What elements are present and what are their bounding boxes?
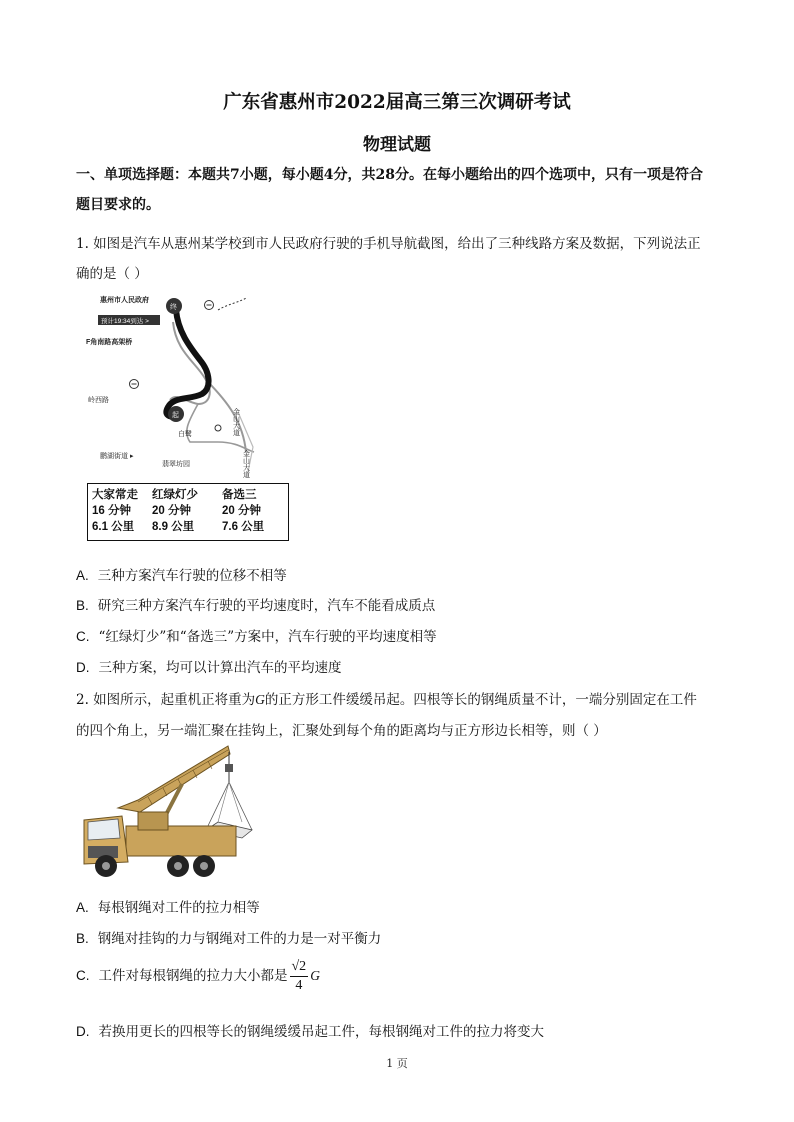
map-label-destination: 惠州市人民政府 [100,297,149,304]
q2-stem-variable: G [255,692,265,707]
q2-option-c [76,958,320,995]
route-name: 红绿灯少 [152,489,198,501]
fraction [290,958,309,995]
q2-stem-line1 [76,688,697,708]
crane-truck-figure [78,742,254,882]
option-text: 三种方案，均可以计算出汽车的平均速度 [98,660,342,676]
q2-stem-part-a: 2. 如图所示，起重机正将重为 [76,692,256,708]
destination-marker-label: 终 [170,304,177,311]
option-text: “红绿灯少”和“备选三”方案中，汽车行驶的平均速度相等 [98,629,437,645]
route-name: 备选三 [222,489,257,501]
boom-edge [138,750,228,802]
q2-stem-part-b: 的正方形工件缓缓吊起。四根等长的钢绳质量不计，一端分别固定在工件 [264,692,697,708]
crane-cab [138,812,168,830]
exam-subtitle: 物理试题 [363,135,431,155]
start-marker-label: 起 [172,412,179,419]
map-road [187,404,254,452]
option-letter: B. [76,931,89,946]
exam-title: 广东省惠州市2022届高三第三次调研考试 [223,92,571,113]
fraction-denominator: 4 [295,978,303,993]
option-letter: C. [76,629,90,644]
route-time: 20 分钟 [152,505,191,517]
option-letter: D. [76,660,90,675]
q2-option-b [76,927,381,947]
section-heading [76,160,718,220]
map-label-bridge: F角南路高架桥 [86,339,133,346]
option-letter: C. [76,968,90,983]
option-text: 每根钢绳对工件的拉力相等 [97,900,260,916]
poi-icon [215,425,221,431]
q2-option-d [76,1020,544,1040]
eta-text: 预计19:34到达 > [101,318,149,325]
route-option [92,487,138,535]
map-label-school: 白鹭 [178,431,192,438]
route-distance: 8.9 公里 [152,521,195,533]
q1-stem-line1: 1. 如图是汽车从惠州某学校到市人民政府行驶的手机导航截图，给出了三种线路方案及数据，下列说法正 [76,236,701,252]
map-label-avenue1: 金山大道 [232,408,240,436]
steel-rope [229,782,252,830]
option-text: 三种方案汽车行驶的位移不相等 [97,568,287,584]
option-letter: B. [76,598,89,613]
route-distance: 7.6 公里 [222,521,265,533]
option-text: 研究三种方案汽车行驶的平均速度时，汽车不能看成质点 [97,598,436,614]
q1-option-a [76,564,287,584]
q2-option-a [76,896,260,916]
route-time: 16 分钟 [92,505,131,517]
map-dashed-path [218,298,246,310]
route-name: 大家常走 [92,489,138,501]
option-text: 若换用更长的四根等长的钢绳缓缓吊起工件，每根钢绳对工件的拉力将变大 [98,1024,544,1040]
route-option [222,487,264,535]
option-text: 工件对每根钢绳的拉力大小都是 [98,968,288,984]
q1-option-c [76,625,437,645]
route-time: 20 分钟 [222,505,261,517]
option-letter: D. [76,1024,90,1039]
q1-option-d [76,656,342,676]
fraction-numerator: √2 [290,958,309,977]
q1-option-b [76,594,435,614]
route-distance: 6.1 公里 [92,521,135,533]
option-variable: G [310,968,320,983]
wheel-hub [174,862,182,870]
map-label-avenue2: 金山大道 [242,450,250,478]
hook-block [225,764,233,772]
windshield [88,819,120,840]
q2-stem-line2: 的四个角上，另一端汇聚在挂钩上，汇聚处到每个角的距离均与正方形边长相等，则（ ） [76,723,607,739]
page-number: 1 页 [386,1057,408,1070]
map-label-bottom-mid: 翡翠坊园 [162,461,190,468]
section-heading-line2: 题目要求的。 [76,197,160,213]
wheel-hub [102,862,110,870]
route-option [152,487,198,535]
route-options-table [87,483,289,541]
option-text: 钢绳对挂钩的力与钢绳对工件的力是一对平衡力 [97,931,382,947]
q1-stem-line2: 确的是（ ） [76,266,148,282]
wheel-hub [200,862,208,870]
map-label-road-left: 岭西路 [88,397,109,404]
map-label-bottom-left: 鹏湖街道 ▸ [100,453,134,460]
steel-rope [229,782,242,822]
option-letter: A. [76,568,89,583]
section-heading-line1: 一、单项选择题：本题共7小题，每小题4分，共28分。在每小题给出的四个选项中，只有一项是符合 [76,167,703,183]
option-letter: A. [76,900,89,915]
